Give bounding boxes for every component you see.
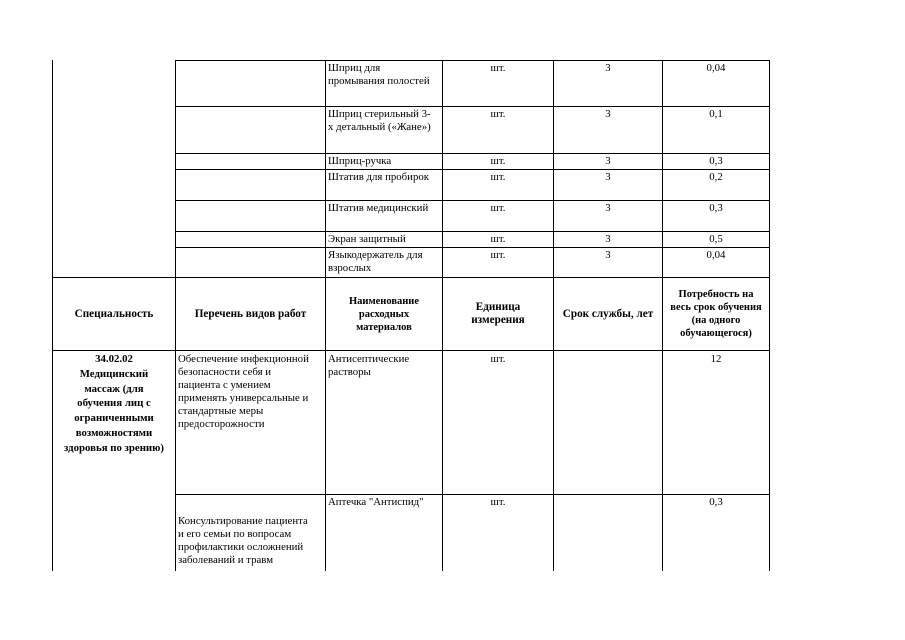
item-name: Шприц-ручка — [328, 155, 392, 167]
item-need: 0,2 — [709, 171, 723, 183]
item-name: Экран защитный — [328, 233, 406, 245]
item-unit: шт. — [490, 62, 506, 74]
item-service-life: 3 — [605, 155, 611, 167]
item-service-life: 3 — [605, 202, 611, 214]
item-unit: шт. — [490, 108, 506, 120]
header-unit: Единица измерения — [471, 301, 525, 326]
material-need: 0,3 — [709, 496, 723, 508]
item-unit: шт. — [490, 171, 506, 183]
item-name: Штатив для пробирок — [328, 171, 429, 183]
item-name: Шприц стерильный 3- х детальный («Жане») — [328, 108, 431, 133]
work-description: Консультирование пациента и его семьи по вопросам профилактики осложнений заболеваний и травм — [178, 515, 308, 566]
item-service-life: 3 — [605, 171, 611, 183]
material-name: Аптечка "Антиспид" — [328, 496, 424, 508]
material-need: 12 — [710, 353, 722, 365]
header-materials: Наименование расходных материалов — [349, 295, 419, 333]
item-name: Шприц для промывания полостей — [328, 62, 430, 87]
item-need: 0,5 — [709, 233, 723, 245]
specialty-cell: 34.02.02 Медицинский массаж (для обучения лиц с ограниченными возможностями здоровья по зрению) — [64, 353, 164, 454]
item-unit: шт. — [490, 202, 506, 214]
header-works: Перечень видов работ — [194, 307, 307, 320]
item-unit: шт. — [490, 249, 506, 261]
item-unit: шт. — [490, 233, 506, 245]
item-service-life: 3 — [605, 249, 611, 261]
item-need: 0,04 — [706, 62, 726, 74]
item-service-life: 3 — [605, 233, 611, 245]
item-service-life: 3 — [605, 62, 611, 74]
item-unit: шт. — [490, 155, 506, 167]
item-name: Языкодержатель для взрослых — [328, 249, 423, 274]
header-service-life: Срок службы, лет — [562, 307, 654, 320]
item-service-life: 3 — [605, 108, 611, 120]
item-need: 0,3 — [709, 202, 723, 214]
item-need: 0,04 — [706, 249, 726, 261]
item-name: Штатив медицинский — [328, 202, 429, 214]
item-need: 0,1 — [709, 108, 723, 120]
header-need: Потребность на весь срок обучения (на одного обучающегося) — [670, 289, 762, 339]
material-unit: шт. — [490, 496, 506, 508]
work-description: Обеспечение инфекционной безопасности себя и пациента с умением применять универсальные и стандартные меры предосторожности — [178, 353, 309, 430]
material-unit: шт. — [490, 353, 506, 365]
item-need: 0,3 — [709, 155, 723, 167]
material-name: Антисептические растворы — [328, 353, 410, 378]
header-specialty: Специальность — [74, 307, 154, 320]
